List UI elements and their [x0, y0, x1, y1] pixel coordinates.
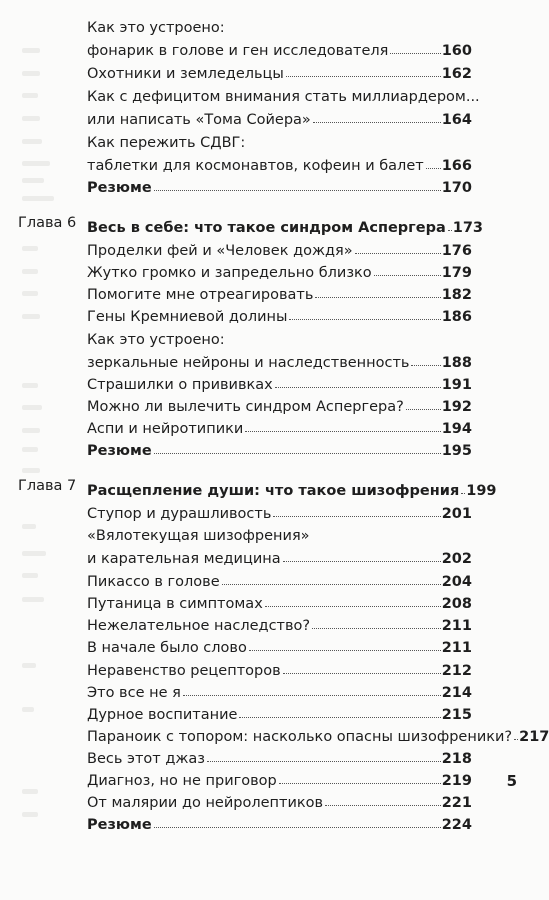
dot-leader — [286, 76, 441, 77]
toc-entry — [0, 657, 535, 679]
toc-entry — [0, 500, 535, 522]
toc-entry — [0, 237, 535, 259]
entry-page-number: 218 — [441, 751, 472, 767]
entry-title: Диагноз, но не приговор — [87, 773, 277, 789]
toc-entry — [0, 745, 535, 767]
toc-entry — [0, 129, 535, 151]
entry-page-number: 212 — [441, 663, 472, 679]
toc-entry — [0, 612, 535, 634]
dot-leader — [154, 827, 441, 828]
entry-page-number: 162 — [441, 66, 472, 82]
toc-entry — [0, 393, 535, 415]
entry-page-number: 214 — [441, 685, 472, 701]
entry-title: Как пережить СДВГ: — [87, 135, 246, 151]
entry-line — [87, 129, 472, 151]
dot-leader — [355, 253, 441, 254]
entry-line — [87, 657, 472, 679]
dot-leader — [315, 297, 440, 298]
dot-leader — [245, 431, 440, 432]
dot-leader — [411, 365, 440, 366]
entry-title: Дурное воспитание — [87, 707, 238, 723]
chapter-heading — [0, 477, 535, 499]
toc-entry — [0, 789, 535, 811]
entry-title: таблетки для космонавтов, кофеин и балет — [87, 158, 424, 174]
toc-entry — [0, 60, 535, 82]
summary-entry — [0, 437, 535, 459]
entry-page-number: 170 — [441, 180, 472, 196]
entry-title: Нежелательное наследство? — [87, 618, 311, 634]
dot-leader — [289, 319, 440, 320]
entry-line — [87, 590, 472, 612]
entry-line — [87, 634, 472, 656]
entry-page-number: 160 — [441, 43, 472, 59]
toc-entry — [0, 545, 535, 567]
toc-entry — [0, 522, 535, 544]
dot-leader — [183, 695, 441, 696]
entry-page-number: 215 — [441, 707, 472, 723]
entry-page-number: 186 — [441, 309, 472, 325]
entry-line — [87, 60, 472, 82]
entry-title: Резюме — [87, 180, 152, 196]
toc-entry — [0, 723, 549, 745]
entry-title: Весь в себе: что такое синдром Аспергера — [87, 220, 446, 236]
entry-title: Расщепление души: что такое шизофрения — [87, 483, 460, 499]
entry-line — [87, 723, 549, 745]
toc-entry — [0, 259, 535, 281]
entry-page-number: 217 — [519, 729, 549, 745]
dot-leader — [279, 783, 441, 784]
entry-line — [87, 545, 472, 567]
summary-entry — [0, 811, 535, 833]
dot-leader — [154, 453, 441, 454]
entry-title: Гены Кремниевой долины — [87, 309, 288, 325]
entry-title: Как это устроено: — [87, 20, 225, 36]
dot-leader — [313, 122, 441, 123]
entry-line — [87, 371, 472, 393]
entry-title: Путаница в симптомах — [87, 596, 263, 612]
entry-page-number: 211 — [441, 618, 472, 634]
entry-page-number: 176 — [441, 243, 472, 259]
entry-page-number: 194 — [441, 421, 472, 437]
entry-line — [87, 281, 472, 303]
entry-title: или написать «Тома Сойера» — [87, 112, 311, 128]
toc-entry — [0, 326, 535, 348]
entry-title: Ступор и дурашливость — [87, 506, 272, 522]
entry-title: Как это устроено: — [87, 332, 225, 348]
entry-page-number: 208 — [441, 596, 472, 612]
entry-line — [87, 393, 472, 415]
dot-leader — [374, 275, 441, 276]
toc-entry — [0, 767, 535, 789]
entry-line — [87, 415, 472, 437]
entry-line — [87, 767, 472, 789]
entry-title: «Вялотекущая шизофрения» — [87, 528, 310, 544]
dot-leader — [461, 493, 465, 494]
entry-line — [87, 745, 472, 767]
entry-line — [87, 214, 484, 236]
dot-leader — [283, 561, 441, 562]
entry-line — [87, 701, 472, 723]
toc-entry — [0, 568, 535, 590]
dot-leader — [426, 168, 441, 169]
dot-leader — [406, 409, 441, 410]
entry-line — [87, 568, 472, 590]
entry-title: Страшилки о прививках — [87, 377, 273, 393]
entry-line — [87, 349, 472, 371]
toc-entry — [0, 152, 535, 174]
entry-line — [87, 437, 472, 459]
entry-page-number: 202 — [441, 551, 472, 567]
dot-leader — [222, 584, 441, 585]
dot-leader — [275, 387, 441, 388]
entry-title: Пикассо в голове — [87, 574, 220, 590]
entry-title: От малярии до нейролептиков — [87, 795, 324, 811]
entry-title: Резюме — [87, 817, 152, 833]
entry-page-number: 164 — [441, 112, 472, 128]
entry-title: Жутко громко и запредельно близко — [87, 265, 372, 281]
entry-line — [87, 14, 472, 36]
chapter-label: Глава 6 — [18, 215, 77, 231]
entry-line — [87, 789, 472, 811]
toc-entry — [0, 701, 535, 723]
toc-entry — [0, 371, 535, 393]
dot-leader — [283, 673, 441, 674]
dot-leader — [207, 761, 441, 762]
dot-leader — [448, 230, 452, 231]
toc-entry — [0, 415, 535, 437]
toc-entry — [0, 83, 535, 105]
toc-entry — [0, 349, 535, 371]
dot-leader — [249, 650, 441, 651]
toc-entry — [0, 634, 535, 656]
entry-page-number: 182 — [441, 287, 472, 303]
entry-title: фонарик в голове и ген исследователя — [87, 43, 389, 59]
entry-title: зеркальные нейроны и наследственность — [87, 355, 410, 371]
summary-entry — [0, 174, 535, 196]
entry-line — [87, 500, 472, 522]
dot-leader — [265, 606, 441, 607]
entry-page-number: 173 — [452, 220, 484, 236]
entry-line — [87, 679, 472, 701]
toc-entry — [0, 281, 535, 303]
toc-entry — [0, 679, 535, 701]
entry-page-number: 191 — [441, 377, 472, 393]
entry-line — [87, 37, 472, 59]
entry-page-number: 221 — [441, 795, 472, 811]
page-number: 5 — [506, 772, 517, 790]
entry-line — [87, 83, 480, 105]
entry-title: Весь этот джаз — [87, 751, 206, 767]
entry-title: Как с дефицитом внимания стать миллиардером... — [87, 89, 480, 105]
entry-page-number: 179 — [441, 265, 472, 281]
entry-page-number: 192 — [441, 399, 472, 415]
chapter-heading — [0, 214, 535, 236]
entry-page-number: 204 — [441, 574, 472, 590]
entry-page-number: 224 — [441, 817, 472, 833]
dot-leader — [239, 717, 440, 718]
entry-page-number: 211 — [441, 640, 472, 656]
entry-title: Проделки фей и «Человек дождя» — [87, 243, 353, 259]
entry-page-number: 195 — [441, 443, 472, 459]
entry-title: Можно ли вылечить синдром Аспергера? — [87, 399, 404, 415]
entry-title: и карательная медицина — [87, 551, 281, 567]
entry-title: Это все не я — [87, 685, 181, 701]
toc-entry — [0, 37, 535, 59]
entry-line — [87, 303, 472, 325]
entry-line — [87, 259, 472, 281]
dot-leader — [273, 516, 440, 517]
entry-line — [87, 811, 472, 833]
entry-line — [87, 237, 472, 259]
dot-leader — [514, 739, 518, 740]
entry-page-number: 199 — [466, 483, 497, 499]
entry-page-number: 166 — [441, 158, 472, 174]
dot-leader — [390, 53, 440, 54]
toc-entry — [0, 303, 535, 325]
entry-page-number: 201 — [441, 506, 472, 522]
entry-line — [87, 174, 472, 196]
entry-line — [87, 106, 472, 128]
chapter-label: Глава 7 — [18, 478, 77, 494]
entry-title: Охотники и земледельцы — [87, 66, 284, 82]
toc-entry — [0, 106, 535, 128]
entry-line — [87, 152, 472, 174]
entry-line — [87, 326, 472, 348]
dot-leader — [154, 190, 441, 191]
entry-line — [87, 612, 472, 634]
entry-title: Неравенство рецепторов — [87, 663, 281, 679]
entry-page-number: 219 — [441, 773, 472, 789]
entry-line — [87, 522, 472, 544]
dot-leader — [325, 805, 441, 806]
entry-title: Резюме — [87, 443, 152, 459]
entry-title: В начале было слово — [87, 640, 247, 656]
entry-line — [87, 477, 497, 499]
toc-entry — [0, 590, 535, 612]
entry-title: Помогите мне отреагировать — [87, 287, 314, 303]
entry-title: Параноик с топором: насколько опасны шизофреники? — [87, 729, 513, 745]
entry-title: Аспи и нейротипики — [87, 421, 244, 437]
entry-page-number: 188 — [441, 355, 472, 371]
dot-leader — [312, 628, 441, 629]
toc-entry — [0, 14, 535, 36]
